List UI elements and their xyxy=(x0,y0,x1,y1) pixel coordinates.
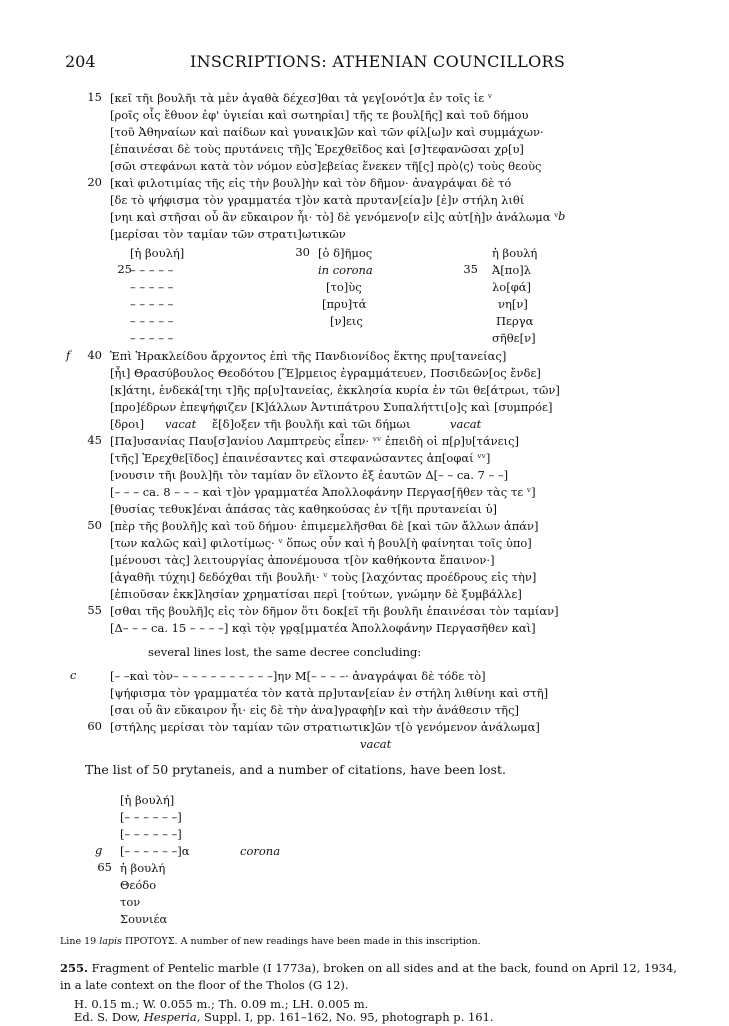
text-line: Ἐπὶ Ἡρακλείδου ἄρχοντος ἐπὶ τῆς Πανδιονίδος ἕκτης πρυ[τανείας] xyxy=(110,349,507,363)
in-corona-label: in corona xyxy=(318,263,373,277)
text-line: [των καλῶς καὶ] φιλοτίμως· ᵛ ὅπως οὖν καὶ ἡ βουλ[ὴ φαίνηται τοῖς ὑπο] xyxy=(110,536,532,550)
g-list-item: Θεόδο xyxy=(120,878,157,892)
entry-description xyxy=(60,960,685,994)
text-line: [πὲρ τῆς βουλῆ]ς καὶ τοῦ δήμου· ἐπιμεμελῆσθαι δὲ [καὶ τῶν ἄλλων ἁπάν] xyxy=(110,519,539,533)
line-number: 55 xyxy=(87,603,102,617)
text-line: [σῶι στεφάνωι κατὰ τὸν νόμον εὐσ]εβείας ἕνεκεν τῆ[ς] πρὸ⟨ς⟩ τοὺς θεοὺς xyxy=(110,159,542,173)
entry-dimensions: H. 0.15 m.; W. 0.055 m.; Th. 0.09 m.; LH. 0.005 m. xyxy=(74,997,369,1011)
g-list-item: [– – – – – –] xyxy=(120,810,182,824)
text-line: [τοῦ Ἀθηναίων καὶ παίδων καὶ γυναικ]ῶν καὶ τῶν φίλ[ω]ν καὶ συμμάχων· xyxy=(110,125,544,139)
list-col2-item: [ν]εις xyxy=(330,314,363,328)
vacat-label: vacat xyxy=(450,417,482,431)
margin-letter: c xyxy=(70,668,77,682)
list-col1-item: – – – – – xyxy=(130,280,174,294)
text-line: [νηι καὶ στῆσαι οὗ ἂν εὔκαιρον ἦι· τὸ] δὲ γενόμενο[ν εἰ]ς αὐτ[ὴ]ν ἀνάλωμα ᵛ xyxy=(110,210,559,224)
line-number: 60 xyxy=(87,719,102,733)
g-list-item: τον xyxy=(120,895,141,909)
list-col3-item: Ἀ[πο]λ xyxy=(492,263,532,277)
list-col3-item: Περγα xyxy=(496,314,534,328)
line-number: 30 xyxy=(295,245,310,259)
text-line: [ἐπιοῦσαν ἐκκ]λησίαν χρηματίσαι περὶ [τούτων, γνώμην δὲ ξυμβάλλε] xyxy=(110,587,522,601)
text-line: [ἐπαινέσαι δὲ τοὺς πρυτάνεις τῆ]ς Ἐρεχθεῖδος καὶ [σ]τεφανῶσαι χρ[υ] xyxy=(110,142,524,156)
vacat-label: vacat xyxy=(165,417,197,431)
line-number: 45 xyxy=(87,433,102,447)
list-col3-item: λο[φά] xyxy=(492,280,532,294)
entry-number: 255. xyxy=(60,961,89,975)
line-number: 65 xyxy=(97,860,112,874)
footnote-rest: A number of new readings have been made in this inscription. xyxy=(180,936,481,947)
line-number: 15 xyxy=(87,90,102,104)
text-line: [δροι] xyxy=(110,417,145,431)
text-line: [ἀγαθῆι τύχηι] δεδόχθαι τῆι βουλῆι· ᵛ τοὺς [λαχόντας προέδρους εἰς τὴν] xyxy=(110,570,537,584)
vacat-label: vacat xyxy=(360,737,392,751)
list-col3-item: ἡ βουλή xyxy=(492,246,538,260)
text-line: [στήλης μερίσαι τὸν ταμίαν τῶν στρατιωτικ]ῶν τ[ὸ γενόμενον ἀνάλωμα] xyxy=(110,720,540,734)
text-line: [ψήφισμα τὸν γραμματέα τὸν κατὰ πρ]υταν[είαν ἐν στήλη λιθίνηι καὶ στῆ] xyxy=(110,686,549,700)
footnote-prefix: Line 19 xyxy=(60,936,97,947)
text-line: [προ]έδρων ἐπεψήφιζεν [Κ]άλλων Ἀντιπάτρου Συπαλήττι[ο]ς καὶ [συμπρόε] xyxy=(110,400,553,414)
edition-prefix: Ed. S. Dow, xyxy=(74,1010,141,1024)
list-col2-item: [ὁ δ]ῆμος xyxy=(318,246,373,260)
g-list-item: Σουνιέα xyxy=(120,912,168,926)
margin-letter: f xyxy=(66,348,71,362)
entry-edition xyxy=(74,1009,494,1026)
text-line: [σθαι τῆς βουλῆ]ς εἰς τὸν δῆμον ὅτι δοκ[εῖ τῆι βουλῆι ἐπαινέσαι τὸν ταμίαν] xyxy=(110,604,559,618)
margin-letter: g xyxy=(95,843,103,857)
text-line: [δε τὸ ψήφισμα τὸν γραμματέα τ]ὸν κατὰ πρυταν[εία]ν [ἐ]ν στήλη λιθί xyxy=(110,193,525,207)
line-number: 40 xyxy=(87,348,102,362)
edition-rest: Suppl. I, pp. 161–162, No. 95, photograph p. 161. xyxy=(204,1010,494,1024)
text-line: [μερίσαι τὸν ταμίαν τῶν στρατι]ωτικῶν xyxy=(110,227,346,241)
page-number: 204 xyxy=(65,52,96,71)
text-line: [ἧι] Θρασύβουλος Θεοδότου [Ἕ]ρμειος ἐγραμμάτευεν, Ποσιδεῶν[ος ἔνδε] xyxy=(110,366,541,380)
line-number: 25 xyxy=(117,262,132,276)
text-line: [νουσιν τῆι βουλ]ῆι τὸν ταμίαν ὃν εἵλοντο ἐξ ἑαυτῶν Δ[– – ca. 7 – –] xyxy=(110,468,509,482)
line-number: 50 xyxy=(87,518,102,532)
list-col1-item: [ἡ βουλή] xyxy=(130,246,185,260)
g-list-item: [ἡ βουλή] xyxy=(120,793,175,807)
g-list-item: [– – – – – –]α xyxy=(120,844,190,858)
text-line: [Πα]υσανίας Παυ[σ]ανίου Λαμπτρεὺς εἶπεν· ᵛᵛ ἐπειδὴ οἱ π[ρ]υ[τάνεις] xyxy=(110,434,519,448)
text-line: [κεῖ τῆι βουλῆι τὰ μὲν ἀγαθὰ δέχεσ]θαι τὰ γεγ[ονότ]α ἐν τοῖς ἱε ᵛ xyxy=(110,91,493,105)
text-line: [κ]άτηι, ἑνδεκά[τηι τ]ῆς πρ[υ]τανείας, ἐκκλησία κυρία ἐν τῶι θε[άτρωι, τῶν] xyxy=(110,383,560,397)
footnote-lapis: lapis xyxy=(99,936,122,947)
text-line: [σαι οὗ ἂν εὔκαιρον ἦι· εἰς δὲ τὴν ἀνα]γραφὴ[ν καὶ τὴν ἀνάθεσιν τῆς] xyxy=(110,703,520,717)
list-col1-item: – – – – – xyxy=(130,297,174,311)
text-line: [ροῖς οἷς ἔθυον ἐφ' ὑγιείαι καὶ σωτηρίαι] τῆς τε βουλ[ῆς] καὶ τοῦ δήμου xyxy=(110,108,529,122)
list-lost-note: The list of 50 prytaneis, and a number of citations, have been lost. xyxy=(85,762,506,777)
text-line: [τῆς] Ἐρεχθε[ῖδος] ἐπαινέσαντες καὶ στεφανώσαντες ἀπ[οφαί ᵛᵛ] xyxy=(110,451,491,465)
line-number: 20 xyxy=(87,175,102,189)
footnote-word: ΠΡΟΤΟΥΣ. xyxy=(124,936,178,947)
page-title: INSCRIPTIONS: ATHENIAN COUNCILLORS xyxy=(190,52,566,71)
list-col3-item: σῆθε[ν] xyxy=(492,331,536,345)
margin-letter: b xyxy=(558,209,566,223)
text-line: [– – – ca. 8 – – – καὶ τ]ὸν γραμματέα Ἀπολλοφάνην Περγασ[ῆθεν τὰς τε ᵛ] xyxy=(110,485,536,499)
line-number: 35 xyxy=(463,262,478,276)
corona-label: corona xyxy=(240,844,281,858)
text-line: [μένουσι τὰς] λειτουργίας ἀπονέμουσα τ[ὸν καθήκοντα ἔπαινον·] xyxy=(110,553,495,567)
g-list-item: ἡ βουλή xyxy=(120,861,166,875)
text-line: [καὶ φιλοτιμίας τῆς εἰς τὴν βουλ]ὴν καὶ τὸν δῆμον· ἀναγράψαι δὲ τό xyxy=(110,176,512,190)
list-col1-item: – – – – – xyxy=(130,331,174,345)
list-col3-item: νη[ν] xyxy=(498,297,528,311)
list-col2-item: [πρυ]τά xyxy=(322,297,367,311)
g-list-item: [– – – – – –] xyxy=(120,827,182,841)
edition-journal: Hesperia, xyxy=(143,1010,201,1024)
lost-lines-note: several lines lost, the same decree concluding: xyxy=(148,645,422,659)
text-line: [θυσίας τεθυκ]έναι ἁπάσας τὰς καθηκούσας ἐν τ[ῆι πρυτανείαι ὑ] xyxy=(110,502,498,516)
entry-desc-text: Fragment of Pentelic marble (I 1773a), broken on all sides and at the back, found on April 12, 1934, in a late context on the floor of the Tholos (G 12). xyxy=(60,961,677,992)
text-line: [– –καὶ τὸν– – – – – – – – – – –]ην Μ[– – – –· ἀναγράψαι δὲ τόδε τὸ] xyxy=(110,669,486,683)
footnote xyxy=(60,936,481,947)
text-line: ἔ[δ]οξεν τῆι βουλῆι καὶ τῶι δήμωι xyxy=(212,417,411,431)
list-col1-item: – – – – – xyxy=(130,263,174,277)
list-col1-item: – – – – – xyxy=(130,314,174,328)
list-col2-item: [το]ὺς xyxy=(326,280,362,294)
text-line: [Δ– – – ca. 15 – – – –] κα̣ὶ τὸ̣ν̣ γρ̣α̣[μματέα Ἀπολλοφάνην Περγασῆθεν καὶ] xyxy=(110,621,536,635)
